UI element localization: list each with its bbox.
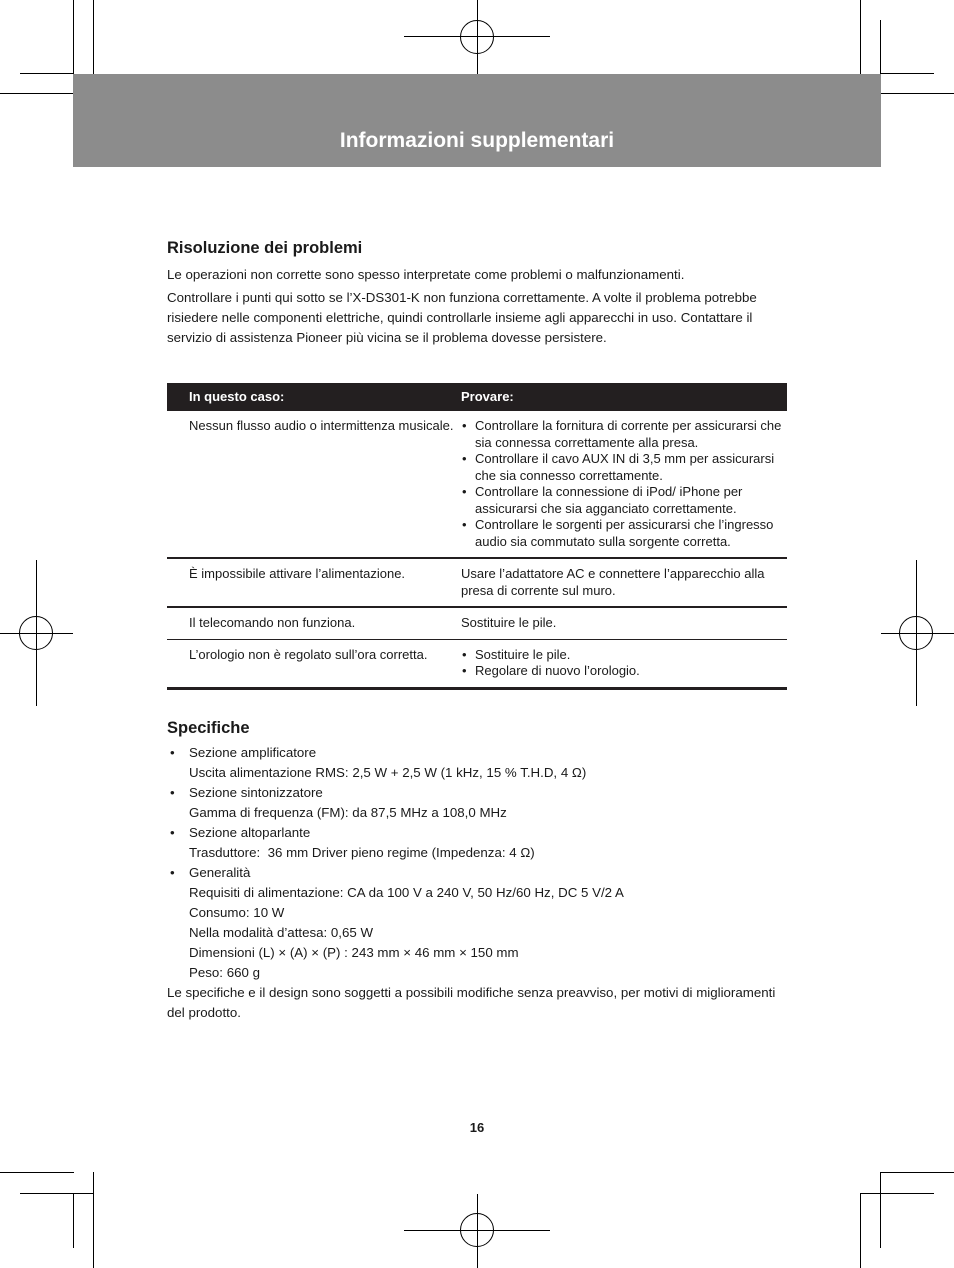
column-header-solution: Provare: bbox=[461, 383, 787, 411]
solution-item: • Controllare il cavo AUX IN di 3,5 mm per assicurarsi che sia connesso correttamente. bbox=[461, 451, 787, 484]
spec-section bbox=[167, 783, 787, 823]
spec-line: Trasduttore: 36 mm Driver pieno regime (Impedenza: 4 Ω) bbox=[189, 844, 535, 860]
problem-cell: È impossibile attivare l’alimentazione. bbox=[167, 558, 461, 607]
bullet-icon: • bbox=[170, 744, 175, 760]
spec-section-title: Sezione amplificatore bbox=[189, 744, 317, 760]
table-row bbox=[167, 411, 787, 558]
solution-item: • Controllare la connessione di iPod/ iPhone per assicurarsi che sia agganciato correttamente. bbox=[461, 484, 787, 517]
page-number: 16 bbox=[469, 1120, 485, 1135]
column-header-problem: In questo caso: bbox=[167, 383, 461, 411]
spec-section bbox=[167, 823, 787, 863]
table-header-row bbox=[167, 383, 787, 411]
bullet-icon: • bbox=[170, 864, 175, 880]
specs-heading: Specifiche bbox=[167, 718, 250, 737]
solution-item: • Controllare la fornitura di corrente per assicurarsi che sia connessa correttamente alla presa. bbox=[461, 418, 787, 451]
solution-item: • Sostituire le pile. bbox=[461, 647, 787, 664]
troubleshooting-intro-2: Controllare i punti qui sotto se l’X-DS301-K non funziona correttamente. A volte il problema potrebbe risiedere nelle componenti elettriche, quindi controllarle insieme agli apparecchi in uso. Contattare il servizio di assistenza Pioneer più vicina se il problema dovesse persistere. bbox=[167, 290, 757, 345]
specs-list bbox=[167, 743, 787, 983]
page-title: Informazioni supplementari bbox=[339, 129, 615, 152]
solution-cell bbox=[461, 411, 787, 558]
spec-line: Peso: 660 g bbox=[189, 964, 260, 980]
spec-line: Nella modalità d’attesa: 0,65 W bbox=[189, 924, 374, 940]
spec-line: Uscita alimentazione RMS: 2,5 W + 2,5 W (1 kHz, 15 % T.H.D, 4 Ω) bbox=[189, 764, 587, 780]
header-banner bbox=[73, 74, 881, 167]
bullet-icon: • bbox=[170, 824, 175, 840]
table-row bbox=[167, 607, 787, 639]
spec-section-title: Generalità bbox=[189, 864, 251, 880]
table-row bbox=[167, 639, 787, 688]
main-content bbox=[167, 236, 787, 1023]
solution-item: • Controllare le sorgenti per assicurarsi che l’ingresso audio sia commutato sulla sorgente corretta. bbox=[461, 517, 787, 550]
problem-cell: Nessun flusso audio o intermittenza musicale. bbox=[167, 411, 461, 558]
troubleshooting-heading: Risoluzione dei problemi bbox=[167, 239, 363, 257]
spec-section-title: Sezione sintonizzatore bbox=[189, 784, 323, 800]
solution-item: • Regolare di nuovo l’orologio. bbox=[461, 663, 787, 680]
spec-section bbox=[167, 863, 787, 983]
solution-cell: Usare l’adattatore AC e connettere l’apparecchio alla presa di corrente sul muro. bbox=[461, 558, 787, 607]
spec-section bbox=[167, 743, 787, 783]
spec-line: Consumo: 10 W bbox=[189, 904, 285, 920]
solution-cell: Sostituire le pile. bbox=[461, 607, 787, 639]
spec-section-title: Sezione altoparlante bbox=[189, 824, 311, 840]
table-row bbox=[167, 558, 787, 607]
troubleshooting-table bbox=[167, 383, 787, 690]
spec-line: Dimensioni (L) × (A) × (P) : 243 mm × 46 mm × 150 mm bbox=[189, 944, 519, 960]
bullet-icon: • bbox=[170, 784, 175, 800]
problem-cell: Il telecomando non funziona. bbox=[167, 607, 461, 639]
troubleshooting-intro-1: Le operazioni non corrette sono spesso interpretate come problemi o malfunzionamenti. bbox=[167, 267, 685, 282]
specs-footer-note: Le specifiche e il design sono soggetti a possibili modifiche senza preavviso, per motivi di miglioramenti del prodotto. bbox=[167, 984, 776, 1020]
spec-line: Requisiti di alimentazione: CA da 100 V a 240 V, 50 Hz/60 Hz, DC 5 V/2 A bbox=[189, 884, 624, 900]
problem-cell: L’orologio non è regolato sull’ora corretta. bbox=[167, 639, 461, 688]
spec-line: Gamma di frequenza (FM): da 87,5 MHz a 108,0 MHz bbox=[189, 804, 507, 820]
solution-cell bbox=[461, 639, 787, 688]
